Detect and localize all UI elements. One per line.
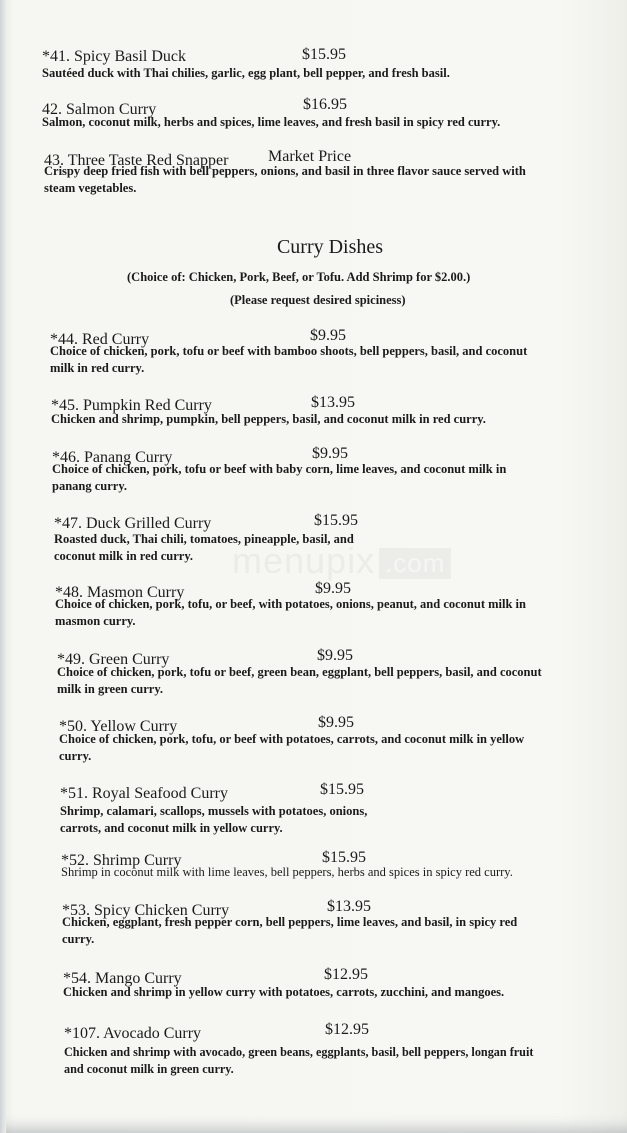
item-name: 43. Three Taste Red Snapper (44, 152, 229, 169)
item-price: $15.95 (322, 849, 366, 866)
description-line: Sautéed duck with Thai chilies, garlic, egg plant, bell pepper, and fresh basil. (42, 66, 450, 80)
item-description (52, 461, 506, 495)
item-name: *41. Spicy Basil Duck (42, 48, 186, 65)
item-price: $13.95 (327, 898, 371, 915)
item-price: $13.95 (311, 394, 355, 411)
item-price: $12.95 (324, 966, 368, 983)
item-name: *48. Masmon Curry (55, 584, 185, 601)
item-price: $9.95 (315, 580, 351, 597)
description-line: Chicken and shrimp in yellow curry with potatoes, carrots, zucchini, and mangoes. (63, 985, 505, 999)
item-description (61, 864, 513, 881)
description-line: Choice of chicken, pork, tofu, or beef, with potatoes, onions, peanut, and coconut milk in (55, 597, 526, 611)
item-description (59, 731, 524, 765)
item-name: *45. Pumpkin Red Curry (51, 397, 212, 414)
item-name: *49. Green Curry (57, 651, 170, 668)
section-note: (Choice of: Chicken, Pork, Beef, or Tofu. Add Shrimp for $2.00.) (127, 270, 471, 284)
section-title: Curry Dishes (276, 236, 384, 258)
description-line: Chicken, eggplant, fresh pepper corn, bell peppers, lime leaves, and basil, in spicy red (62, 915, 518, 929)
item-price: Market Price (268, 148, 352, 165)
item-description (63, 984, 504, 1001)
description-line: Shrimp in coconut milk with lime leaves, bell peppers, herbs and spices in spicy red curry. (61, 865, 513, 879)
description-line: Chicken and shrimp with avocado, green beans, eggplants, basil, bell peppers, longan fruit (64, 1045, 534, 1059)
item-price: $16.95 (303, 96, 347, 113)
description-line: curry. (62, 932, 95, 946)
item-description (60, 803, 367, 837)
description-line: curry. (59, 749, 92, 763)
item-name: *53. Spicy Chicken Curry (62, 902, 230, 919)
description-line: Shrimp, calamari, scallops, mussels with potatoes, onions, (60, 804, 368, 818)
description-line: coconut milk in red curry. (54, 549, 194, 563)
item-description (51, 411, 486, 428)
item-name: *44. Red Curry (50, 331, 150, 348)
description-line: Crispy deep fried fish with bell peppers, onions, and basil in three flavor sauce served with (44, 164, 526, 178)
item-price: $12.95 (325, 1021, 369, 1038)
description-line: Choice of chicken, pork, tofu or beef with bamboo shoots, bell peppers, basil, and coconut (50, 344, 528, 358)
item-description (64, 1044, 533, 1078)
item-description (42, 65, 450, 82)
item-name: *47. Duck Grilled Curry (54, 515, 212, 532)
item-price: $15.95 (314, 512, 358, 529)
item-name: *54. Mango Curry (63, 970, 182, 987)
description-line: milk in green curry. (57, 682, 164, 696)
description-line: Roasted duck, Thai chili, tomatoes, pineapple, basil, and (54, 532, 354, 546)
item-name: *52. Shrimp Curry (61, 852, 182, 869)
item-description (62, 914, 517, 948)
description-line: and coconut milk in green curry. (64, 1062, 234, 1076)
item-name: *51. Royal Seafood Curry (60, 785, 228, 802)
item-price: $9.95 (317, 647, 353, 664)
item-price: $9.95 (318, 714, 354, 731)
watermark-text: menupix (232, 540, 376, 581)
description-line: Salmon, coconut milk, herbs and spices, lime leaves, and fresh basil in spicy red curry. (42, 115, 501, 129)
item-name: 42. Salmon Curry (42, 101, 157, 118)
item-price: $9.95 (310, 327, 346, 344)
description-line: carrots, and coconut milk in yellow curry. (60, 821, 283, 835)
item-description (57, 664, 542, 698)
description-line: Choice of chicken, pork, tofu, or beef with potatoes, carrots, and coconut milk in yellow (59, 732, 525, 746)
item-name: *46. Panang Curry (52, 449, 173, 466)
description-line: Choice of chicken, pork, tofu or beef with baby corn, lime leaves, and coconut milk in (52, 462, 507, 476)
item-price: $15.95 (302, 46, 346, 63)
description-line: Chicken and shrimp, pumpkin, bell peppers, basil, and coconut milk in red curry. (51, 412, 486, 426)
item-description (42, 114, 500, 131)
watermark-suffix: .com (379, 548, 451, 579)
item-price: $15.95 (320, 781, 364, 798)
item-price: $9.95 (312, 445, 348, 462)
item-name: *107. Avocado Curry (64, 1025, 202, 1042)
page-edge (0, 0, 6, 1133)
description-line: masmon curry. (55, 614, 136, 628)
spiciness-note: (Please request desired spiciness) (230, 293, 406, 307)
item-description (54, 531, 354, 565)
description-line: steam vegetables. (44, 181, 137, 195)
item-description (55, 596, 526, 630)
item-description (50, 343, 527, 377)
description-line: Choice of chicken, pork, tofu or beef, green bean, eggplant, bell peppers, basil, and coconut (57, 665, 542, 679)
item-name: *50. Yellow Curry (59, 718, 178, 735)
item-description (44, 163, 526, 197)
description-line: milk in red curry. (50, 361, 145, 375)
description-line: panang curry. (52, 479, 128, 493)
